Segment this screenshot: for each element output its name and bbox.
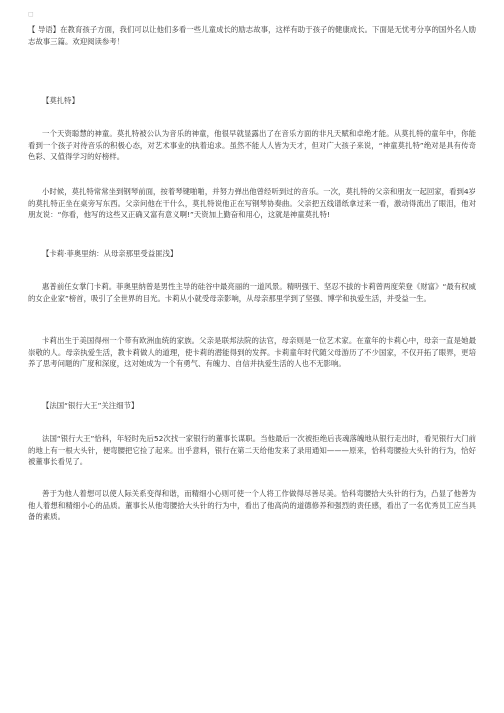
section-heading-mozart: 【莫扎特】 [42, 96, 79, 105]
section-fiorina-paragraph-2: 卡莉出生于美国得州一个带有欧洲血统的家族。父亲是联邦法院的法官，母亲则是一位艺术家。在童年的卡莉心中，母亲一直是她最崇敬的人。母亲执爱生活，教卡莉做人的道理，使卡莉的潜能得到的发挥。卡莉童年时代随父母游历了不少国家，不仅开拓了眼界，更培养了思考问题的广度和深度，这对她成为一个有勇气、有魄力、自信并执爱生活的人也不无影响。 [28, 336, 476, 368]
section-heading-fiorina: 【卡莉·菲奥里纳：从母亲那里受益匪浅】 [42, 249, 178, 258]
article-intro: 【 导语】在教育孩子方面，我们可以让他们多看一些儿童成长的励志故事，这样有助于孩子的健康成长。下面是无忧考分享的国外名人励志故事三篇。欢迎阅读参考！ [28, 25, 476, 46]
section-laffitte-paragraph-1: 法国“银行大王”恰科，年轻时先后52次找一家银行的董事长谋职。当他最后一次被拒绝后丧魂落魄地从银行走出时，看见银行大门前的地上有一根大头针，便弯腰把它捡了起来。出乎意料，银行在第二天给他发来了录用通知———原来，恰科弯腰捡大头针的行为，恰好被董事长看见了。 [28, 434, 476, 466]
section-laffitte-paragraph-2: 善于为他人着想可以使人际关系变得和谐，而精细小心则可使一个人将工作做得尽善尽美。恰科弯腰拾大头针的行为，凸显了他善为他人着想和精细小心的品质。董事长从他弯腰拾大头针的行为中，看出了他高尚的道德修养和强烈的责任感，看出了一名优秀员工应当具备的素质。 [28, 489, 476, 521]
section-heading-laffitte: 【法国“银行大王”关注细节】 [42, 401, 139, 410]
page-marker-icon: ◻ [28, 10, 34, 18]
section-mozart-paragraph-2: 小时候，莫扎特常常坐到钢琴前面，按着琴键啪啪，并努力弹出他曾经听到过的音乐。一次，莫扎特的父亲和朋友一起回家，看到4岁的莫扎特正坐在桌旁写东西。父亲问他在干什么，莫扎特说他正在写钢琴协奏曲。父亲把五线谱纸拿过来一看，激动得流出了眼泪，他对朋友说：“你看，他写的这些又正确又富有意义啊!”天资加上勤奋和用心，这就是神童莫扎特! [28, 187, 476, 219]
section-mozart-paragraph-1: 一个天资聪慧的神童。莫扎特被公认为音乐的神童，他很早就显露出了在音乐方面的非凡天赋和卓绝才能。从莫扎特的童年中，你能看到一个孩子对待音乐的积极心态，对艺术事业的执着追求。虽然不能人人皆为天才，但对广大孩子来说，“神童莫扎特”绝对是具有传奇色彩、又值得学习的好榜样。 [28, 129, 476, 161]
section-fiorina-paragraph-1: 惠普前任女掌门卡莉。菲奥里纳曾是男性主导的硅谷中最亮丽的一道风景。精明强干、坚忍不拔的卡莉曾两度荣登《财富》“最有权威的女企业家”榜首，吸引了全世界的目光。卡莉从小就受母亲影响，从母亲那里学到了坚强、博学和执爱生活，并受益一生。 [28, 282, 476, 303]
